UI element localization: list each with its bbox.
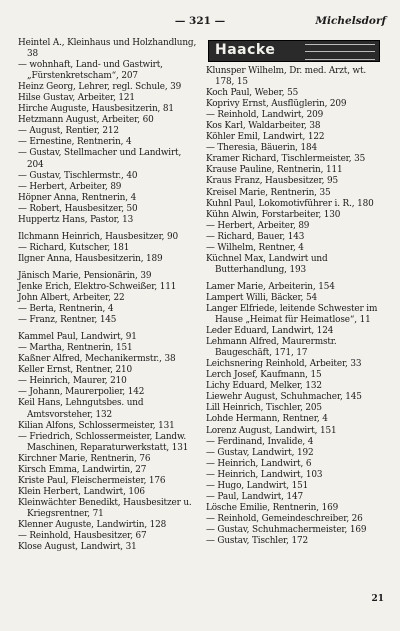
directory-entry: — Theresia, Bäuerin, 184	[206, 143, 317, 154]
directory-entry: Kos Karl, Waldarbeiter, 38	[206, 121, 321, 132]
directory-entry: Liewehr August, Schuhmacher, 145	[206, 392, 362, 403]
directory-entry: Lohde Hermann, Rentner, 4	[206, 414, 328, 425]
directory-entry: Kuhnl Paul, Lokomotivführer i. R., 180	[206, 198, 374, 209]
advertisement-banner	[208, 40, 380, 62]
directory-entry: Kriste Paul, Fleischermeister, 176	[18, 475, 166, 486]
directory-entry: Lill Heinrich, Tischler, 205	[206, 403, 322, 414]
directory-entry: — Franz, Rentner, 145	[18, 315, 117, 326]
directory-entry: Kammel Paul, Landwirt, 91	[18, 332, 137, 343]
directory-entry: — Gustav, Tischlermstr., 40	[18, 170, 138, 181]
directory-entry: — Paul, Landwirt, 147	[206, 491, 304, 502]
header-town-name: Michelsdorf	[315, 15, 386, 27]
header-page-number: — 321 —	[174, 15, 226, 27]
directory-entry: Keller Ernst, Rentner, 210	[18, 365, 132, 376]
directory-entry: Klein Herbert, Landwirt, 106	[18, 486, 145, 497]
directory-entry: — Gustav, Stellmacher und Landwirt, 204	[18, 148, 182, 170]
directory-entry: Leder Eduard, Landwirt, 124	[206, 326, 334, 337]
directory-entry: Kramer Richard, Tischlermeister, 35	[206, 154, 366, 165]
directory-entry: — Robert, Hausbesitzer, 50	[18, 203, 138, 214]
advertisement-decoration	[305, 44, 375, 60]
directory-entry: — Friedrich, Schlossermeister, Landw. Maschinen, Reparaturwerkstatt, 131	[18, 431, 189, 453]
directory-entry: — Heinrich, Maurer, 210	[18, 376, 127, 387]
directory-entry: — Herbert, Arbeiter, 89	[206, 220, 310, 231]
advertisement	[206, 38, 386, 62]
directory-entry: Klunsper Wilhelm, Dr. med. Arzt, wt. 178, 15	[206, 66, 367, 88]
directory-entry: Lampert Willi, Bäcker, 54	[206, 292, 317, 303]
directory-entry: Lerch Josef, Kaufmann, 15	[206, 370, 322, 381]
directory-entry: Klose August, Landwirt, 31	[18, 542, 137, 553]
directory-entry: — Johann, Maurerpolier, 142	[18, 387, 145, 398]
directory-entry: Kraus Franz, Hausbesitzer, 95	[206, 176, 338, 187]
directory-entry: — Wilhelm, Rentner, 4	[206, 242, 304, 253]
advertisement-name: Haacke	[215, 42, 276, 58]
left-column	[18, 38, 198, 553]
directory-entry: — Richard, Kutscher, 181	[18, 242, 130, 253]
directory-entry: — Richard, Bauer, 143	[206, 231, 305, 242]
directory-entry: Hirche Auguste, Hausbesitzerin, 81	[18, 104, 174, 115]
directory-entry: Heintel A., Kleinhaus und Holzhandlung, 38	[18, 38, 197, 60]
directory-entry: — Heinrich, Landwirt, 103	[206, 469, 323, 480]
directory-entry: — Heinrich, Landwirt, 6	[206, 458, 312, 469]
directory-entry: Lichy Eduard, Melker, 132	[206, 381, 322, 392]
directory-entry: Höpner Anna, Rentnerin, 4	[18, 192, 137, 203]
directory-entry: — Hugo, Landwirt, 151	[206, 480, 309, 491]
directory-entry: Leichsnering Reinhold, Arbeiter, 33	[206, 359, 362, 370]
directory-entry: Krause Pauline, Rentnerin, 111	[206, 165, 343, 176]
directory-entry: Kilian Alfons, Schlossermeister, 131	[18, 420, 175, 431]
directory-entry: — Gustav, Schuhmachermeister, 169	[206, 524, 367, 535]
directory-entry: Huppertz Hans, Pastor, 13	[18, 214, 134, 225]
page-header	[0, 15, 400, 31]
directory-entry: — Ernestine, Rentnerin, 4	[18, 137, 132, 148]
directory-entry: — Reinhold, Gemeindeschreiber, 26	[206, 513, 363, 524]
directory-entry: Kaßner Alfred, Mechanikermstr., 38	[18, 354, 176, 365]
directory-entry: Kirsch Emma, Landwirtin, 27	[18, 464, 147, 475]
directory-entry: Köhler Emil, Landwirt, 122	[206, 132, 325, 143]
directory-entry: — Reinhold, Landwirt, 209	[206, 110, 324, 121]
footer-page-number: 21	[371, 594, 384, 604]
directory-entry: Ilchmann Heinrich, Hausbesitzer, 90	[18, 231, 179, 242]
directory-entry: Kirchner Marie, Rentnerin, 76	[18, 453, 151, 464]
directory-entry: Langer Elfriede, leitende Schwester im Hause „Heimat für Heimatlose“, 11	[206, 303, 378, 326]
directory-entry: Hilse Gustav, Arbeiter, 121	[18, 93, 135, 104]
directory-entry: Heinz Georg, Lehrer, regl. Schule, 39	[18, 82, 182, 93]
directory-entry: — August, Rentier, 212	[18, 126, 119, 137]
directory-entry: Kreisel Marie, Rentnerin, 35	[206, 187, 331, 198]
directory-entry: — Herbert, Arbeiter, 89	[18, 181, 122, 192]
directory-entry: Küchnel Max, Landwirt und Butterhandlung, 193	[206, 253, 328, 275]
directory-entry: Lösche Emilie, Rentnerin, 169	[206, 502, 339, 513]
right-column	[206, 38, 386, 547]
directory-entry: Klenner Auguste, Landwirtin, 128	[18, 519, 167, 530]
right-column-entries	[206, 66, 386, 547]
directory-entry: Lamer Marie, Arbeiterin, 154	[206, 281, 335, 292]
directory-entry: Lehmann Alfred, Maurermstr. Baugeschäft, 171, 17	[206, 337, 337, 359]
directory-entry: Jänisch Marie, Pensionärin, 39	[18, 270, 152, 281]
directory-entry: Jenke Erich, Elektro-Schweißer, 111	[18, 281, 177, 292]
directory-entry: Koprivy Ernst, Ausflüglerin, 209	[206, 99, 347, 110]
directory-entry: — Gustav, Landwirt, 192	[206, 447, 314, 458]
directory-entry: — Martha, Rentnerin, 151	[18, 343, 133, 354]
directory-entry: Koch Paul, Weber, 55	[206, 88, 299, 99]
directory-entry: — Berta, Rentnerin, 4	[18, 304, 114, 315]
directory-entry: Lorenz August, Landwirt, 151	[206, 425, 337, 436]
directory-entry: Kleinwächter Benedikt, Hausbesitzer u. Kriegsrentner, 71	[18, 497, 192, 519]
directory-entry: Kühn Alwin, Forstarbeiter, 130	[206, 209, 341, 220]
directory-entry: Keil Hans, Lehngutsbes. und Amtsvorsteher, 132	[18, 398, 144, 420]
directory-entry: — Gustav, Tischler, 172	[206, 535, 309, 546]
directory-entry: Hetzmann August, Arbeiter, 60	[18, 115, 154, 126]
directory-entry: Ilgner Anna, Hausbesitzerin, 189	[18, 253, 163, 264]
directory-entry: — wohnhaft, Land- und Gastwirt, „Fürstenkretscham“, 207	[18, 60, 163, 82]
directory-entry: John Albert, Arbeiter, 22	[18, 293, 125, 304]
directory-entry: — Reinhold, Hausbesitzer, 67	[18, 531, 147, 542]
directory-entry: — Ferdinand, Invalide, 4	[206, 436, 314, 447]
